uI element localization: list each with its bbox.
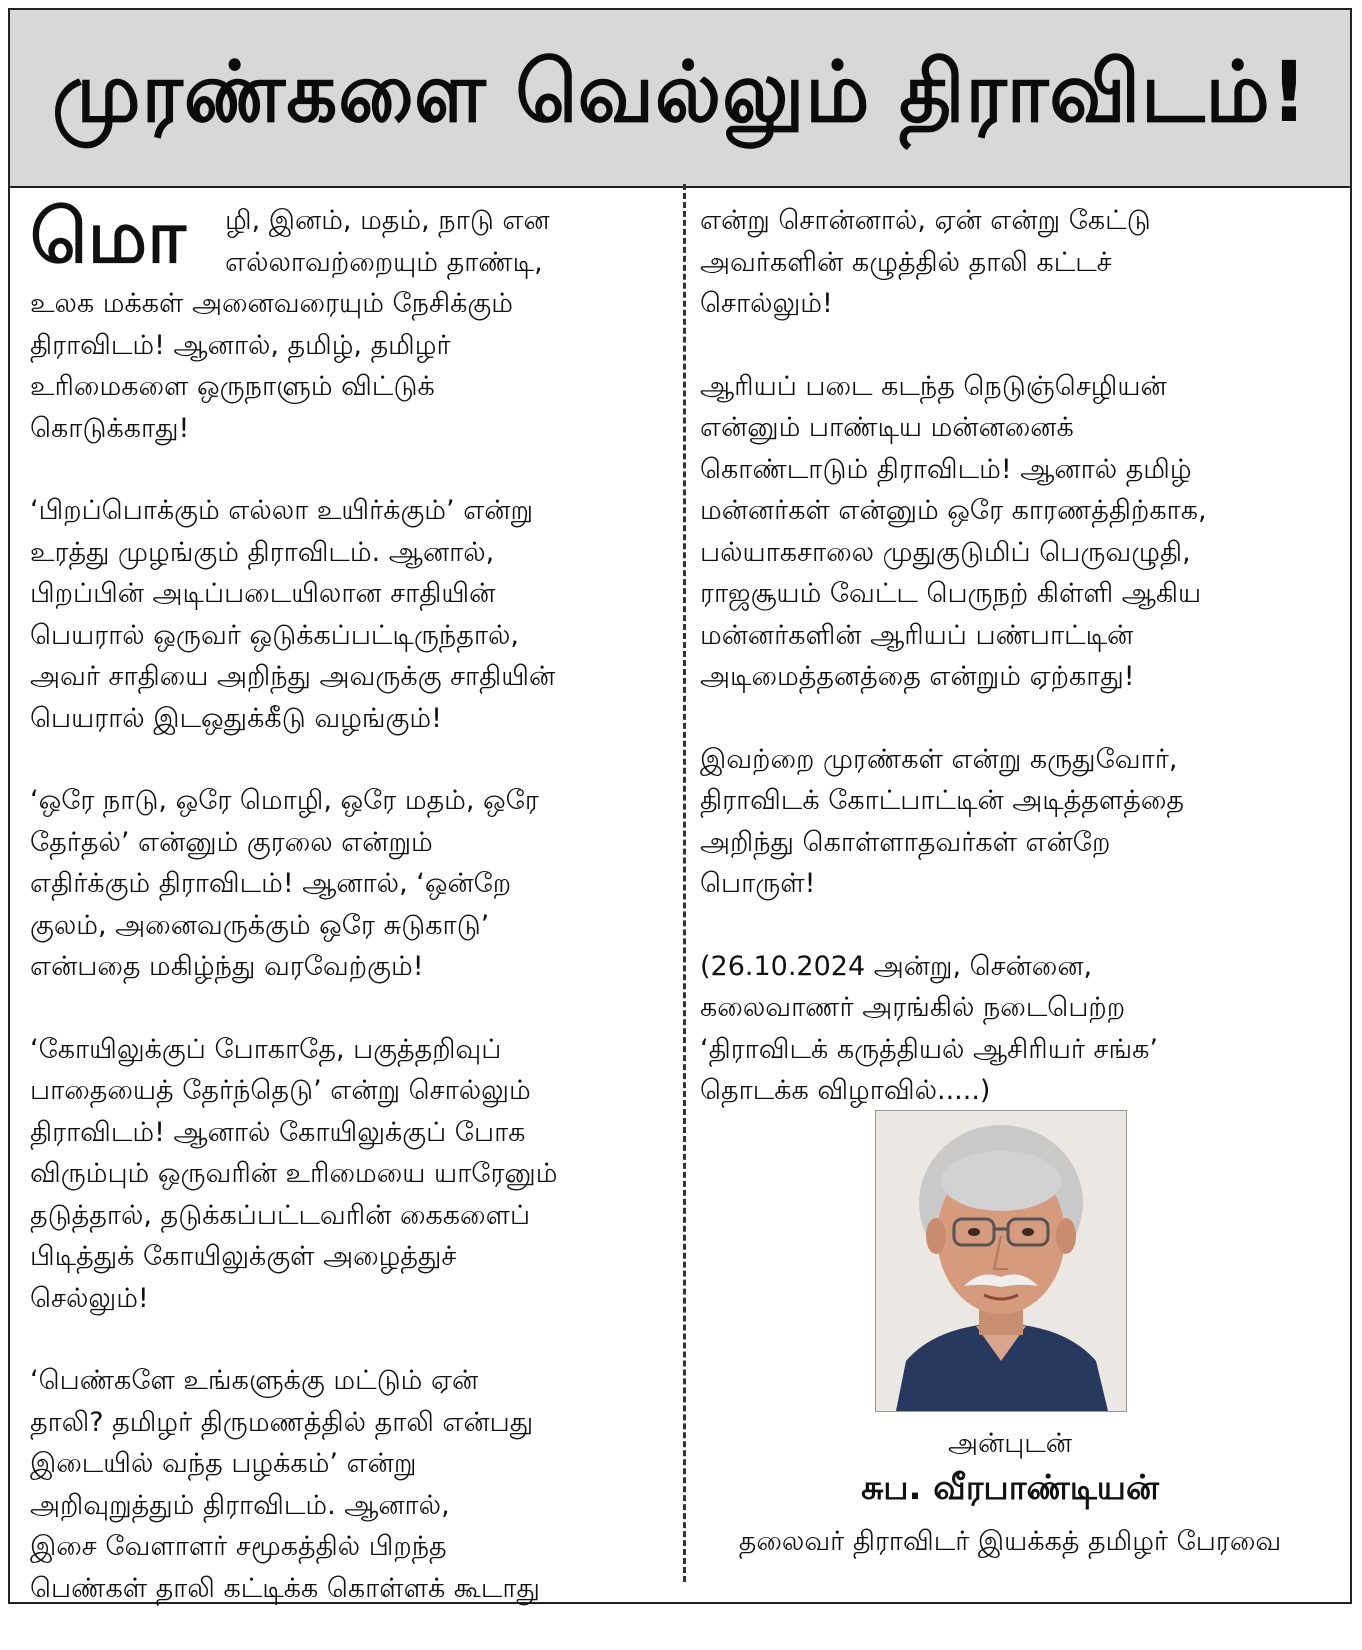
text-line: எல்லாவற்றையும் தாண்டி, [225,246,543,278]
text-line: ழி, இனம், மதம், நாடு என [225,205,550,236]
text-line: உரிமைகளை ஒருநாளும் விட்டுக் [30,371,435,402]
author-designation: தலைவர் திராவிடர் இயக்கத் தமிழர் பேரவை [738,1526,1282,1557]
text-line: தாலி? தமிழர் திருமணத்தில் தாலி என்பது [30,1406,534,1438]
title-band [10,10,1350,188]
text-line: உலக மக்கள் அனைவரையும் நேசிக்கும் [30,288,513,319]
text-line: பிறப்பின் அடிப்படையிலான சாதியின் [30,578,496,609]
text-line: விரும்பும் ஒருவரின் உரிமையை யாரேனும் [30,1158,558,1189]
paragraph-5 [30,1360,670,1609]
author-photo [875,1110,1127,1412]
left-column [30,194,670,1650]
text-line: பெண்கள் தாலி கட்டிக்க கொள்ளக் கூடாது [30,1572,540,1604]
text-line: திராவிடம்! ஆனால், தமிழ், தமிழர் [30,329,451,361]
text-line: கலைவாணர் அரங்கில் நடைபெற்ற [700,992,1126,1023]
text-line: மன்னர்கள் என்னும் ஒரே காரணத்திற்காக, [700,495,1207,526]
text-line: ‘கோயிலுக்குப் போகாதே, பகுத்தறிவுப் [30,1033,502,1065]
event-note [700,946,1320,1112]
paragraph-7 [700,366,1320,698]
author-name: சுப. வீரபாண்டியன் [861,1468,1159,1508]
text-line: கொடுக்காது! [30,412,190,444]
paragraph-4 [30,1029,670,1320]
text-line: அடிமைத்தனத்தை என்றும் ஏற்காது! [700,661,1135,692]
text-line: என்னும் பாண்டிய மன்னனைக் [700,412,1074,443]
text-line: ராஜசூயம் வேட்ட பெருநற் கிள்ளி ஆகிய [700,578,1202,609]
text-line: பாதையைத் தேர்ந்தெடு’ என்று சொல்லும் [30,1075,531,1106]
paragraph-6 [700,200,1320,325]
text-line: பெயரால் ஒருவர் ஒடுக்கப்பட்டிருந்தால், [30,619,519,651]
right-column [700,200,1320,1153]
text-line: சொல்லும்! [700,288,833,319]
text-line: கொண்டாடும் திராவிடம்! ஆனால் தமிழ் [700,453,1192,485]
text-line: உரத்து முழங்கும் திராவிடம். ஆனால், [30,536,495,568]
column-divider [683,184,686,1582]
text-line: அவர் சாதியை அறிந்து அவருக்கு சாதியின் [30,661,556,692]
text-line: எதிர்க்கும் திராவிடம்! ஆனால், ‘ஒன்றே [30,868,512,899]
text-line: என்பதை மகிழ்ந்து வரவேற்கும்! [30,951,424,982]
paragraph-8 [700,739,1320,905]
text-line: அறிவுறுத்தும் திராவிடம். ஆனால், [30,1489,450,1521]
text-line: பிடித்துக் கோயிலுக்குள் அழைத்துச் [30,1241,457,1272]
text-line: திராவிடம்! ஆனால் கோயிலுக்குப் போக [30,1116,526,1148]
text-line: ‘பெண்களே உங்களுக்கு மட்டும் ஏன் [30,1365,479,1396]
headline: முரண்களை வெல்லும் திராவிடம்! [51,43,1309,141]
drop-cap: மொ [30,194,188,280]
text-line: ‘ஒரே நாடு, ஒரே மொழி, ஒரே மதம், ஒரே [30,785,539,816]
text-line: குலம், அனைவருக்கும் ஒரே சுடுகாடு’ [30,909,490,941]
portrait-image [876,1111,1126,1411]
text-line: இடையில் வந்த பழக்கம்’ என்று [30,1448,417,1479]
text-line: ஆரியப் படை கடந்த நெடுஞ்செழியன் [700,370,1167,402]
text-line: (26.10.2024 அன்று, சென்னை, [700,950,1093,982]
paragraph-2 [30,490,670,739]
text-line: என்று சொன்னால், ஏன் என்று கேட்டு [700,205,1151,236]
text-line: அறிந்து கொள்ளாதவர்கள் என்றே [700,826,1111,858]
text-line: தடுத்தால், தடுக்கப்பட்டவரின் கைகளைப் [30,1199,531,1231]
text-line: மன்னர்களின் ஆரியப் பண்பாட்டின் [700,619,1134,651]
text-line: தேர்தல்’ என்னும் குரலை என்றும் [30,826,433,858]
text-line: இசை வேளாளர் சமூகத்தில் பிறந்த [30,1531,447,1562]
text-line: தொடக்க விழாவில்.....) [700,1075,991,1106]
text-line: செல்லும்! [30,1282,149,1314]
text-line: ‘பிறப்பொக்கும் எல்லா உயிர்க்கும்’ என்று [30,495,534,526]
text-line: பல்யாகசாலை முதுகுடுமிப் பெருவழுதி, [700,536,1191,568]
paragraph-1 [30,194,670,449]
text-line: இவற்றை முரண்கள் என்று கருதுவோர், [700,743,1178,775]
text-line: அவர்களின் கழுத்தில் தாலி கட்டச் [700,246,1112,278]
text-line: பொருள்! [700,868,816,899]
text-line: திராவிடக் கோட்பாட்டின் அடித்தளத்தை [700,785,1184,816]
salutation: அன்புடன் [948,1428,1072,1459]
text-line: பெயரால் இடஒதுக்கீடு வழங்கும்! [30,702,442,734]
text-line: ‘திராவிடக் கருத்தியல் ஆசிரியர் சங்க’ [700,1033,1158,1065]
paragraph-3 [30,780,670,988]
